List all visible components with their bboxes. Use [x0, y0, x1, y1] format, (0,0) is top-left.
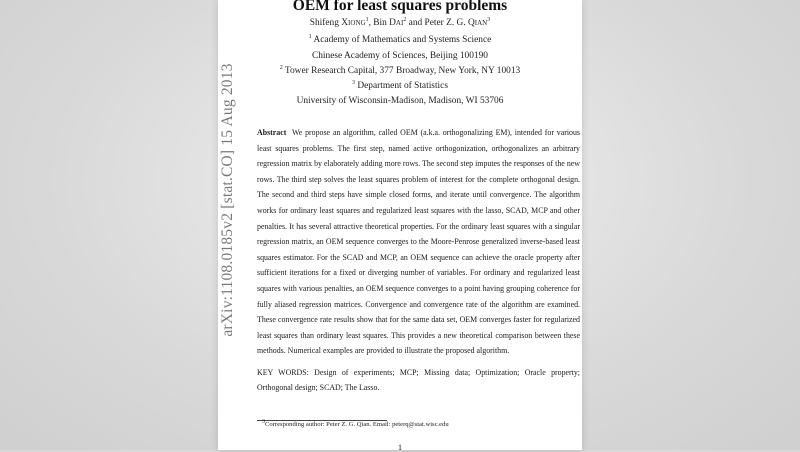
author-2-sup: 2 [403, 16, 407, 23]
footnote-text: Corresponding author: Peter Z. G. Qian. Email: peterq@stat.wisc.edu [265, 421, 449, 428]
author-1-last: Xiong [341, 18, 366, 28]
author-1-first: Shifeng [309, 18, 342, 28]
footnote [262, 418, 580, 428]
author-line [218, 18, 582, 28]
abstract-paragraph [257, 125, 580, 359]
keywords: KEY WORDS: Design of experiments; MCP; Missing data; Optimization; Oracle property; Orthogonal design; SCAD; The Lasso. [257, 368, 580, 392]
affiliation-line: University of Wisconsin-Madison, Madison, WI 53706 [296, 96, 504, 106]
author-3-sup: 3 [487, 16, 491, 23]
page-number: 1 [397, 442, 403, 452]
abstract-label: Abstract [257, 128, 287, 137]
affiliation-line: $^3$ Department of Statistics [352, 79, 448, 91]
arxiv-stamp-text: arXiv:1108.0185v2 [stat.CO] 15 Aug 2013 [219, 63, 236, 337]
author-3-last: Qian [468, 18, 488, 28]
abstract-text: We propose an algorithm, called OEM (a.k.a. orthogonalizing EM), intended for various least squares problems. The first step, named active orthogonization, orthogonalizes an arbitrary regression matrix by elaborately adding more rows. The second step imputes the responses of the new rows. The third step solves the least squares problem of interest for the complete orthogonal design. The second and third steps have simple closed forms, and iterate until convergence. The algorithm works for ordinary least squares and regularized least squares with the lasso, SCAD, MCP and other penalties. It has several attractive theoretical properties. For the ordinary least squares with a singular regression matrix, an OEM sequence converges to the Moore-Penrose generalized inverse-based least squares estimator. For the SCAD and MCP, an OEM sequence can achieve the oracle property after sufficient iterations for a fixed or diverging number of variables. For ordinary and regularized least squares with various penalties, an OEM sequence converges to a point having grouping coherence for fully aliased regression matrices. Convergence and convergence rate of the algorithm are examined. These convergence rate results show that for the same data set, OEM converges faster for regularized least squares than ordinary least squares. This provides a new theoretical comparison between these methods. Numerical examples are provided to illustrate the proposed algorithm. [257, 128, 580, 356]
affiliation-line: Chinese Academy of Sciences, Beijing 100190 [311, 51, 488, 61]
author-2-last: Dai [389, 18, 404, 28]
author-1-sup: 1 [365, 16, 369, 23]
paper-title: OEM for least squares problems [292, 0, 508, 14]
footnote-sup: 3 [262, 418, 265, 425]
author-sep-1: , Bin [368, 18, 390, 28]
author-sep-2: and Peter Z. G. [406, 18, 469, 28]
affiliation-line: $^2$ Tower Research Capital, 377 Broadway, New York, NY 10013 [279, 64, 521, 76]
affiliation-line: $^1$ Academy of Mathematics and Systems Science [308, 33, 492, 45]
